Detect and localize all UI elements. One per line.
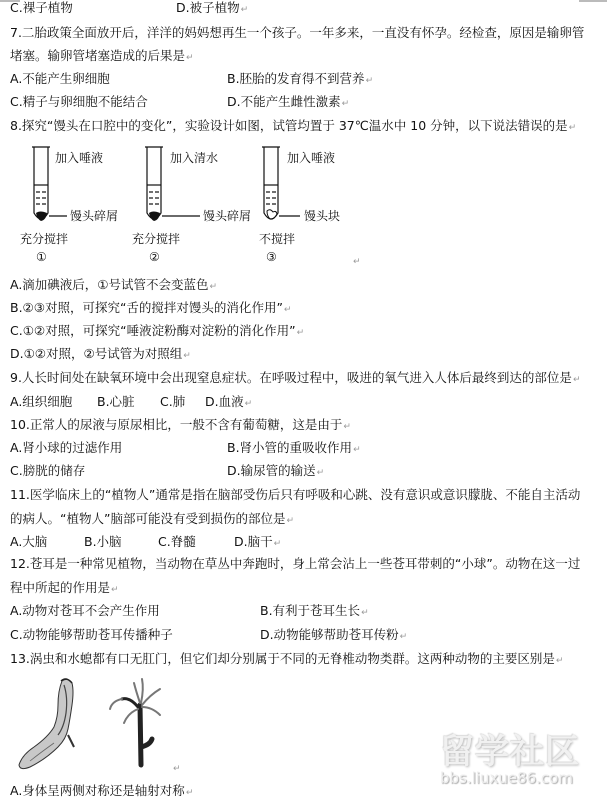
- q8-option-c: [10, 325, 304, 338]
- q8-option-a: [10, 279, 217, 292]
- paragraph-mark-icon: ↵: [365, 76, 374, 86]
- q13-option-a: [10, 785, 193, 798]
- option-text: B.有利于苍耳生长: [260, 603, 361, 618]
- page-top-rule: [0, 0, 609, 2]
- tube3-bottom-label: 不搅拌: [259, 232, 296, 246]
- paragraph-mark-icon: ↵: [341, 99, 350, 109]
- tube1-bottom-label: 充分搅拌: [20, 232, 69, 246]
- stem-text: 13.涡虫和水螅都有口无肛门，但它们却分别属于不同的无脊椎动物类群。这两种动物的主要区别是: [10, 651, 555, 666]
- paragraph-mark-icon: ↵: [353, 445, 361, 455]
- stem-text: 堵塞。输卵管堵塞造成的后果是: [10, 48, 186, 63]
- watermark-url: bbs.liuxue86.com: [440, 769, 573, 787]
- watermark-logo-text: 留学社区: [440, 732, 580, 772]
- option-text: D.动物能够帮助苍耳传粉: [260, 627, 399, 642]
- option-text: B.肾小管的重吸收作用: [227, 440, 353, 455]
- paragraph-mark-icon: ↵: [572, 375, 581, 385]
- paragraph-mark-icon: ↵: [244, 399, 253, 409]
- q10-option-d: [227, 465, 324, 478]
- planarian-icon: [19, 679, 74, 769]
- q11-stem-line1: 11.医学临床上的“植物人”通常是指在脑部受伤后只有呼吸和心跳、没有意识或意识朦胧、不能自主活动: [10, 487, 581, 502]
- option-text: D.血液: [205, 394, 244, 409]
- option-text: D.①②对照，②号试管为对照组: [10, 346, 183, 361]
- tube3-number: ③: [266, 250, 277, 264]
- paragraph-mark-icon: ↵: [183, 351, 191, 361]
- paragraph-mark-icon: ↵: [555, 656, 564, 666]
- option-text: D.脑干: [234, 534, 273, 549]
- q7-option-c: C.精子与卵细胞不能结合: [10, 94, 148, 109]
- paragraph-mark-icon: ↵: [296, 328, 305, 338]
- option-text: A.身体呈两侧对称还是轴射对称: [10, 783, 185, 798]
- tube1-side-label: 馒头碎屑: [70, 209, 119, 223]
- tube2-top-label: 加入清水: [170, 151, 219, 165]
- q6-option-c: [10, 2, 73, 15]
- stem-text: 10.正常人的尿液与原尿相比，一般不含有葡萄糖，这是由于: [10, 417, 343, 432]
- q8-option-b: [10, 302, 291, 315]
- tube1-top-label: 加入唾液: [55, 151, 104, 165]
- stem-text: 8.探究“馒头在口腔中的变化”，实验设计如图，试管均置于 37℃温水中 10 分钟，以下说法错误的是: [10, 118, 568, 133]
- paragraph-mark-icon: ↵: [361, 608, 369, 618]
- q6-option-d: [176, 2, 248, 15]
- paragraph-mark-icon: ↵: [209, 282, 218, 292]
- q7-option-d: [227, 96, 349, 109]
- option-text: C.裸子植物: [10, 0, 73, 15]
- q12-option-d: [260, 629, 407, 642]
- paragraph-mark-icon: ↵: [343, 422, 351, 432]
- q8-stem: [10, 120, 576, 133]
- paragraph-mark-icon: ↵: [173, 764, 181, 774]
- q10-stem: [10, 419, 351, 432]
- q12-option-a: A.动物对苍耳不会产生作用: [10, 603, 160, 618]
- option-text: D.不能产生雌性激素: [227, 94, 341, 109]
- tube2-side-label: 馒头碎屑: [203, 209, 252, 223]
- q11-option-b: B.小脑: [84, 534, 122, 549]
- tube3-side-label: 馒头块: [304, 209, 341, 223]
- option-text: C.①②对照，可探究“唾液淀粉酶对淀粉的消化作用”: [10, 323, 296, 338]
- q11-option-a: A.大脑: [10, 534, 48, 549]
- paragraph-mark-icon: ↵: [399, 632, 408, 642]
- option-text: B.②③对照，可探究“舌的搅拌对馒头的消化作用”: [10, 300, 283, 315]
- option-text: D.被子植物: [176, 0, 240, 15]
- paragraph-mark-icon: ↵: [568, 123, 577, 133]
- q7-option-a: A.不能产生卵细胞: [10, 71, 110, 86]
- option-text: B.胚胎的发育得不到营养: [227, 71, 365, 86]
- tube2-bottom-label: 充分搅拌: [132, 232, 181, 246]
- q13-stem: [10, 653, 563, 666]
- q12-option-c: C.动物能够帮助苍耳传播种子: [10, 627, 173, 642]
- animals-image: [10, 677, 180, 777]
- q12-stem-line2: [10, 582, 119, 595]
- q10-option-b: [227, 442, 361, 455]
- paragraph-mark-icon: ↵: [185, 788, 194, 798]
- q9-option-a: A.组织细胞: [10, 394, 73, 409]
- q8-test-tube-figure: [20, 143, 380, 268]
- stem-text: 的病人。“植物人”脑部可能没有受到损伤的部位是: [10, 511, 286, 526]
- q9-stem: [10, 372, 580, 385]
- q11-option-d: [234, 536, 281, 549]
- q9-option-d: [205, 396, 252, 409]
- q10-option-a: A.肾小球的过滤作用: [10, 440, 123, 455]
- tube1-number: ①: [36, 250, 47, 264]
- q12-option-b: [260, 605, 369, 618]
- paragraph-mark-icon: ↵: [273, 539, 282, 549]
- paragraph-mark-icon: ↵: [283, 305, 292, 315]
- q10-option-c: C.膀胱的储存: [10, 463, 86, 478]
- q9-option-c: C.肺: [160, 394, 186, 409]
- hydra-icon: [110, 679, 160, 765]
- paragraph-mark-icon: ↵: [186, 53, 194, 63]
- stem-text: 程中所起的作用是: [10, 580, 111, 595]
- q9-option-b: B.心脏: [97, 394, 135, 409]
- watermark: [440, 732, 600, 795]
- paragraph-mark-icon: ↵: [240, 5, 249, 15]
- paragraph-mark-icon: ↵: [353, 257, 361, 267]
- q12-stem-line1: 12.苍耳是一种常见植物，当动物在草丛中奔跑时，身上常会沾上一些苍耳带刺的“小球”。动物在这一过: [10, 556, 581, 571]
- q7-stem-line2: [10, 50, 194, 63]
- option-text: D.输尿管的输送: [227, 463, 316, 478]
- q11-option-c: C.脊髓: [158, 534, 196, 549]
- rule-right: [579, 0, 607, 2]
- option-text: A.滴加碘液后，①号试管不会变蓝色: [10, 277, 209, 292]
- q7-option-b: [227, 73, 373, 86]
- q7-stem-line1: 7.二胎政策全面放开后，洋洋的妈妈想再生一个孩子。一年多来，一直没有怀孕。经检查，原因是输卵管: [10, 25, 585, 40]
- paragraph-mark-icon: ↵: [111, 585, 119, 595]
- q8-option-d: [10, 348, 191, 361]
- q11-stem-line2: [10, 513, 294, 526]
- paragraph-mark-icon: ↵: [286, 516, 294, 526]
- q13-animals-figure: [10, 677, 180, 777]
- tube3-top-label: 加入唾液: [287, 151, 336, 165]
- tube2-number: ②: [149, 250, 160, 264]
- paragraph-mark-icon: ↵: [316, 468, 325, 478]
- stem-text: 9.人长时间处在缺氧环境中会出现窒息症状。在呼吸过程中，吸进的氧气进入人体后最终到达的部位是: [10, 370, 572, 385]
